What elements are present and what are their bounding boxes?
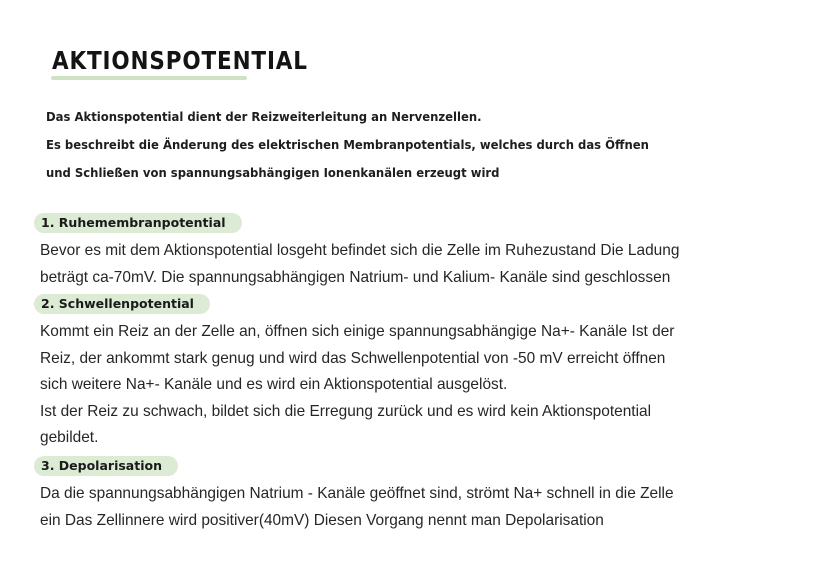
body-line: gebildet. xyxy=(40,429,99,446)
section-heading-depolarisation: 3. Depolarisation xyxy=(34,456,178,476)
section-body-depolarisation xyxy=(40,481,697,534)
body-line: sich weitere Na+- Kanäle und es wird ein Aktionspotential ausgelöst. xyxy=(40,376,508,393)
body-line: Ist der Reiz zu schwach, bildet sich die Erregung zurück und es wird kein Aktionspotential xyxy=(40,402,652,420)
section-heading-schwellenpotential: 2. Schwellenpotential xyxy=(34,294,210,314)
section-body-schwellenpotential xyxy=(40,319,697,452)
body-line: beträgt ca-70mV. Die spannungsabhängigen Natrium- und Kalium- Kanäle sind geschlossen xyxy=(40,268,671,286)
intro-line: Es beschreibt die Änderung des elektrischen Membranpotentials, welches durch das Öffnen xyxy=(46,137,649,152)
section-body-ruhemembranpotential xyxy=(40,238,703,291)
intro-line: und Schließen von spannungsabhängigen Ionenkanälen erzeugt wird xyxy=(46,165,500,180)
title-underline xyxy=(51,76,247,80)
section-heading-ruhemembranpotential: 1. Ruhemembranpotential xyxy=(34,213,242,233)
page-title: AKTIONSPOTENTIAL xyxy=(52,46,308,75)
body-line: Kommt ein Reiz an der Zelle an, öffnen sich einige spannungsabhängige Na+- Kanäle Ist der xyxy=(40,323,675,340)
intro-line: Das Aktionspotential dient der Reizweiterleitung an Nervenzellen. xyxy=(46,109,482,124)
intro-paragraph xyxy=(46,103,694,187)
body-line: Da die spannungsabhängigen Natrium - Kanäle geöffnet sind, strömt Na+ schnell in die Zelle xyxy=(40,485,674,502)
body-line: Bevor es mit dem Aktionspotential losgeht befindet sich die Zelle im Ruhezustand Die Ladung xyxy=(40,242,680,259)
body-line: Reiz, der ankommt stark genug und wird das Schwellenpotential von -50 mV erreicht öffnen xyxy=(40,349,666,367)
body-line: ein Das Zellinnere wird positiver(40mV) Diesen Vorgang nennt man Depolarisation xyxy=(40,511,604,529)
